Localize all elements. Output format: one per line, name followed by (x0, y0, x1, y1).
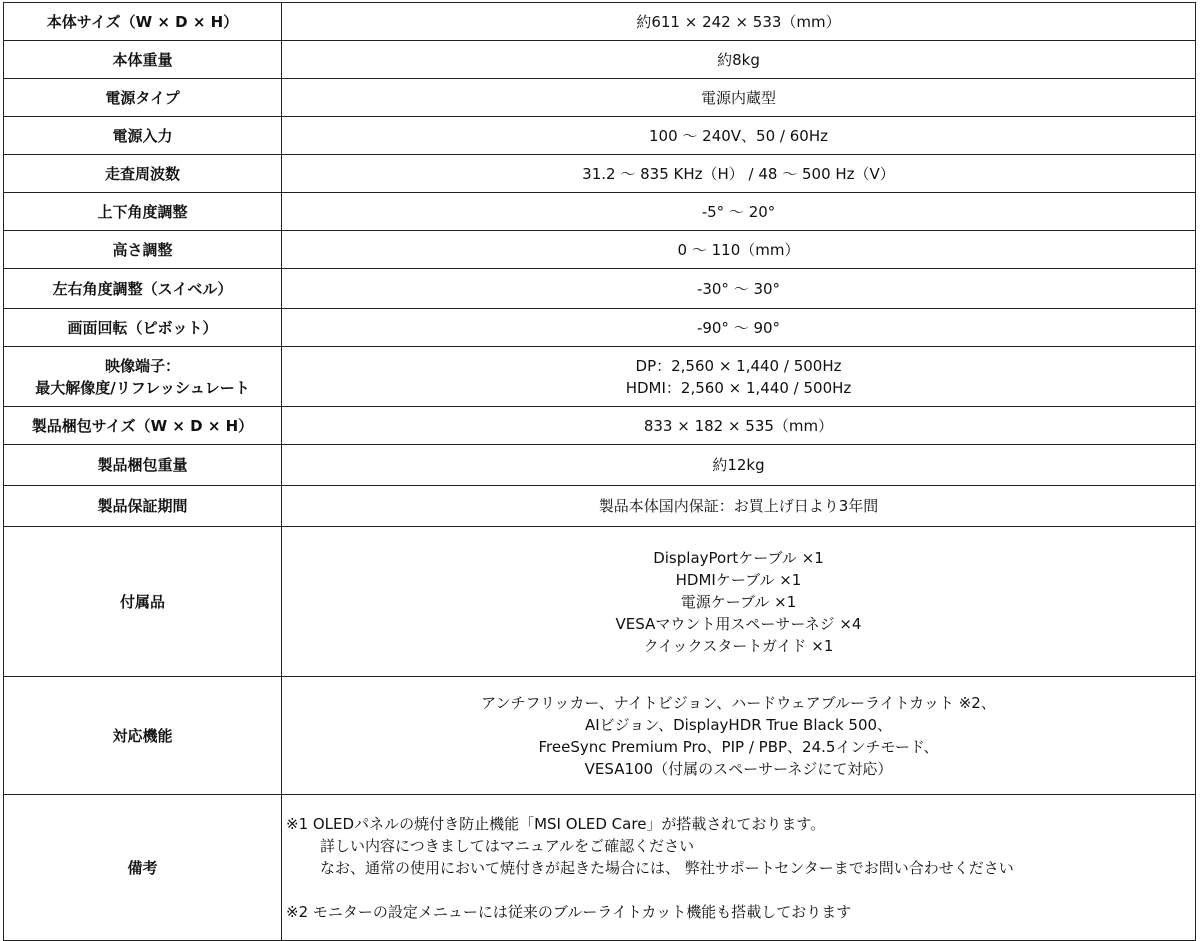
spec-value: 製品本体国内保証：お買上げ日より3年間 (282, 486, 1196, 527)
table-row (4, 347, 1196, 407)
spec-value-line: クイックスタートガイド ×1 (643, 636, 834, 655)
table-row (4, 527, 1196, 677)
spec-value-line: 電源ケーブル ×1 (680, 592, 797, 611)
table-row (4, 486, 1196, 527)
spec-value: 約8kg (282, 41, 1196, 79)
spec-value (282, 677, 1196, 795)
spec-label: 走査周波数 (4, 155, 282, 193)
spec-label: 対応機能 (4, 677, 282, 795)
spec-value-line: FreeSync Premium Pro、PIP / PBP、24.5インチモード、 (538, 737, 939, 756)
spec-label: 高さ調整 (4, 231, 282, 269)
note-spacer (286, 879, 1195, 901)
spec-label: 画面回転（ピボット） (4, 309, 282, 347)
spec-label: 本体サイズ（W × D × H） (4, 3, 282, 41)
table-row (4, 309, 1196, 347)
spec-value-line: DP：2,560 × 1,440 / 500Hz (635, 356, 842, 375)
spec-value: 100 ～ 240V、50 / 60Hz (282, 117, 1196, 155)
spec-label: 製品梱包サイズ（W × D × H） (4, 407, 282, 445)
spec-value (282, 347, 1196, 407)
table-row (4, 677, 1196, 795)
note-line: 詳しい内容につきましてはマニュアルをご確認ください (320, 836, 695, 855)
spec-label-line: 最大解像度/リフレッシュレート (35, 378, 250, 397)
spec-label (4, 347, 282, 407)
spec-value: -30° ～ 30° (282, 269, 1196, 309)
spec-value-line: DisplayPortケーブル ×1 (653, 548, 824, 567)
spec-label: 電源入力 (4, 117, 282, 155)
spec-value-line: HDMI：2,560 × 1,440 / 500Hz (625, 378, 852, 397)
table-row (4, 3, 1196, 41)
note-line: ※1 OLEDパネルの焼付き防止機能「MSI OLED Care」が搭載されております。 (286, 814, 826, 833)
table-row (4, 269, 1196, 309)
table-row (4, 231, 1196, 269)
spec-value-line: AIビジョン、DisplayHDR True Black 500、 (584, 715, 893, 734)
spec-label: 電源タイプ (4, 79, 282, 117)
spec-label: 上下角度調整 (4, 193, 282, 231)
table-row (4, 193, 1196, 231)
spec-value: 電源内蔵型 (282, 79, 1196, 117)
spec-label: 左右角度調整（スイベル） (4, 269, 282, 309)
spec-value: 約611 × 242 × 533（mm） (282, 3, 1196, 41)
spec-value: 31.2 ～ 835 KHz（H） / 48 ～ 500 Hz（V） (282, 155, 1196, 193)
spec-label: 付属品 (4, 527, 282, 677)
table-row (4, 445, 1196, 486)
spec-value-line: VESAマウント用スペーサーネジ ×4 (615, 614, 862, 633)
table-row (4, 117, 1196, 155)
spec-label: 製品梱包重量 (4, 445, 282, 486)
spec-value-line: VESA100（付属のスペーサーネジにて対応） (584, 759, 893, 778)
table-row (4, 155, 1196, 193)
spec-table (3, 2, 1196, 941)
table-row (4, 795, 1196, 941)
table-row (4, 41, 1196, 79)
spec-value (282, 527, 1196, 677)
spec-value: -90° ～ 90° (282, 309, 1196, 347)
table-row (4, 407, 1196, 445)
spec-value: 0 ～ 110（mm） (282, 231, 1196, 269)
spec-value-line: HDMIケーブル ×1 (675, 570, 802, 589)
note-line: ※2 モニターの設定メニューには従来のブルーライトカット機能も搭載しております (286, 902, 852, 921)
spec-value: -5° ～ 20° (282, 193, 1196, 231)
spec-label-line: 映像端子： (104, 356, 180, 375)
spec-value: 約12kg (282, 445, 1196, 486)
spec-value (282, 795, 1196, 941)
spec-label: 製品保証期間 (4, 486, 282, 527)
spec-value-line: アンチフリッカー、ナイトビジョン、ハードウェアブルーライトカット ※2、 (481, 693, 996, 712)
spec-value: 833 × 182 × 535（mm） (282, 407, 1196, 445)
spec-label: 本体重量 (4, 41, 282, 79)
table-row (4, 79, 1196, 117)
note-line: なお、通常の使用において焼付きが起きた場合には、 弊社サポートセンターまでお問い合わせください (320, 858, 1014, 877)
spec-label: 備考 (4, 795, 282, 941)
